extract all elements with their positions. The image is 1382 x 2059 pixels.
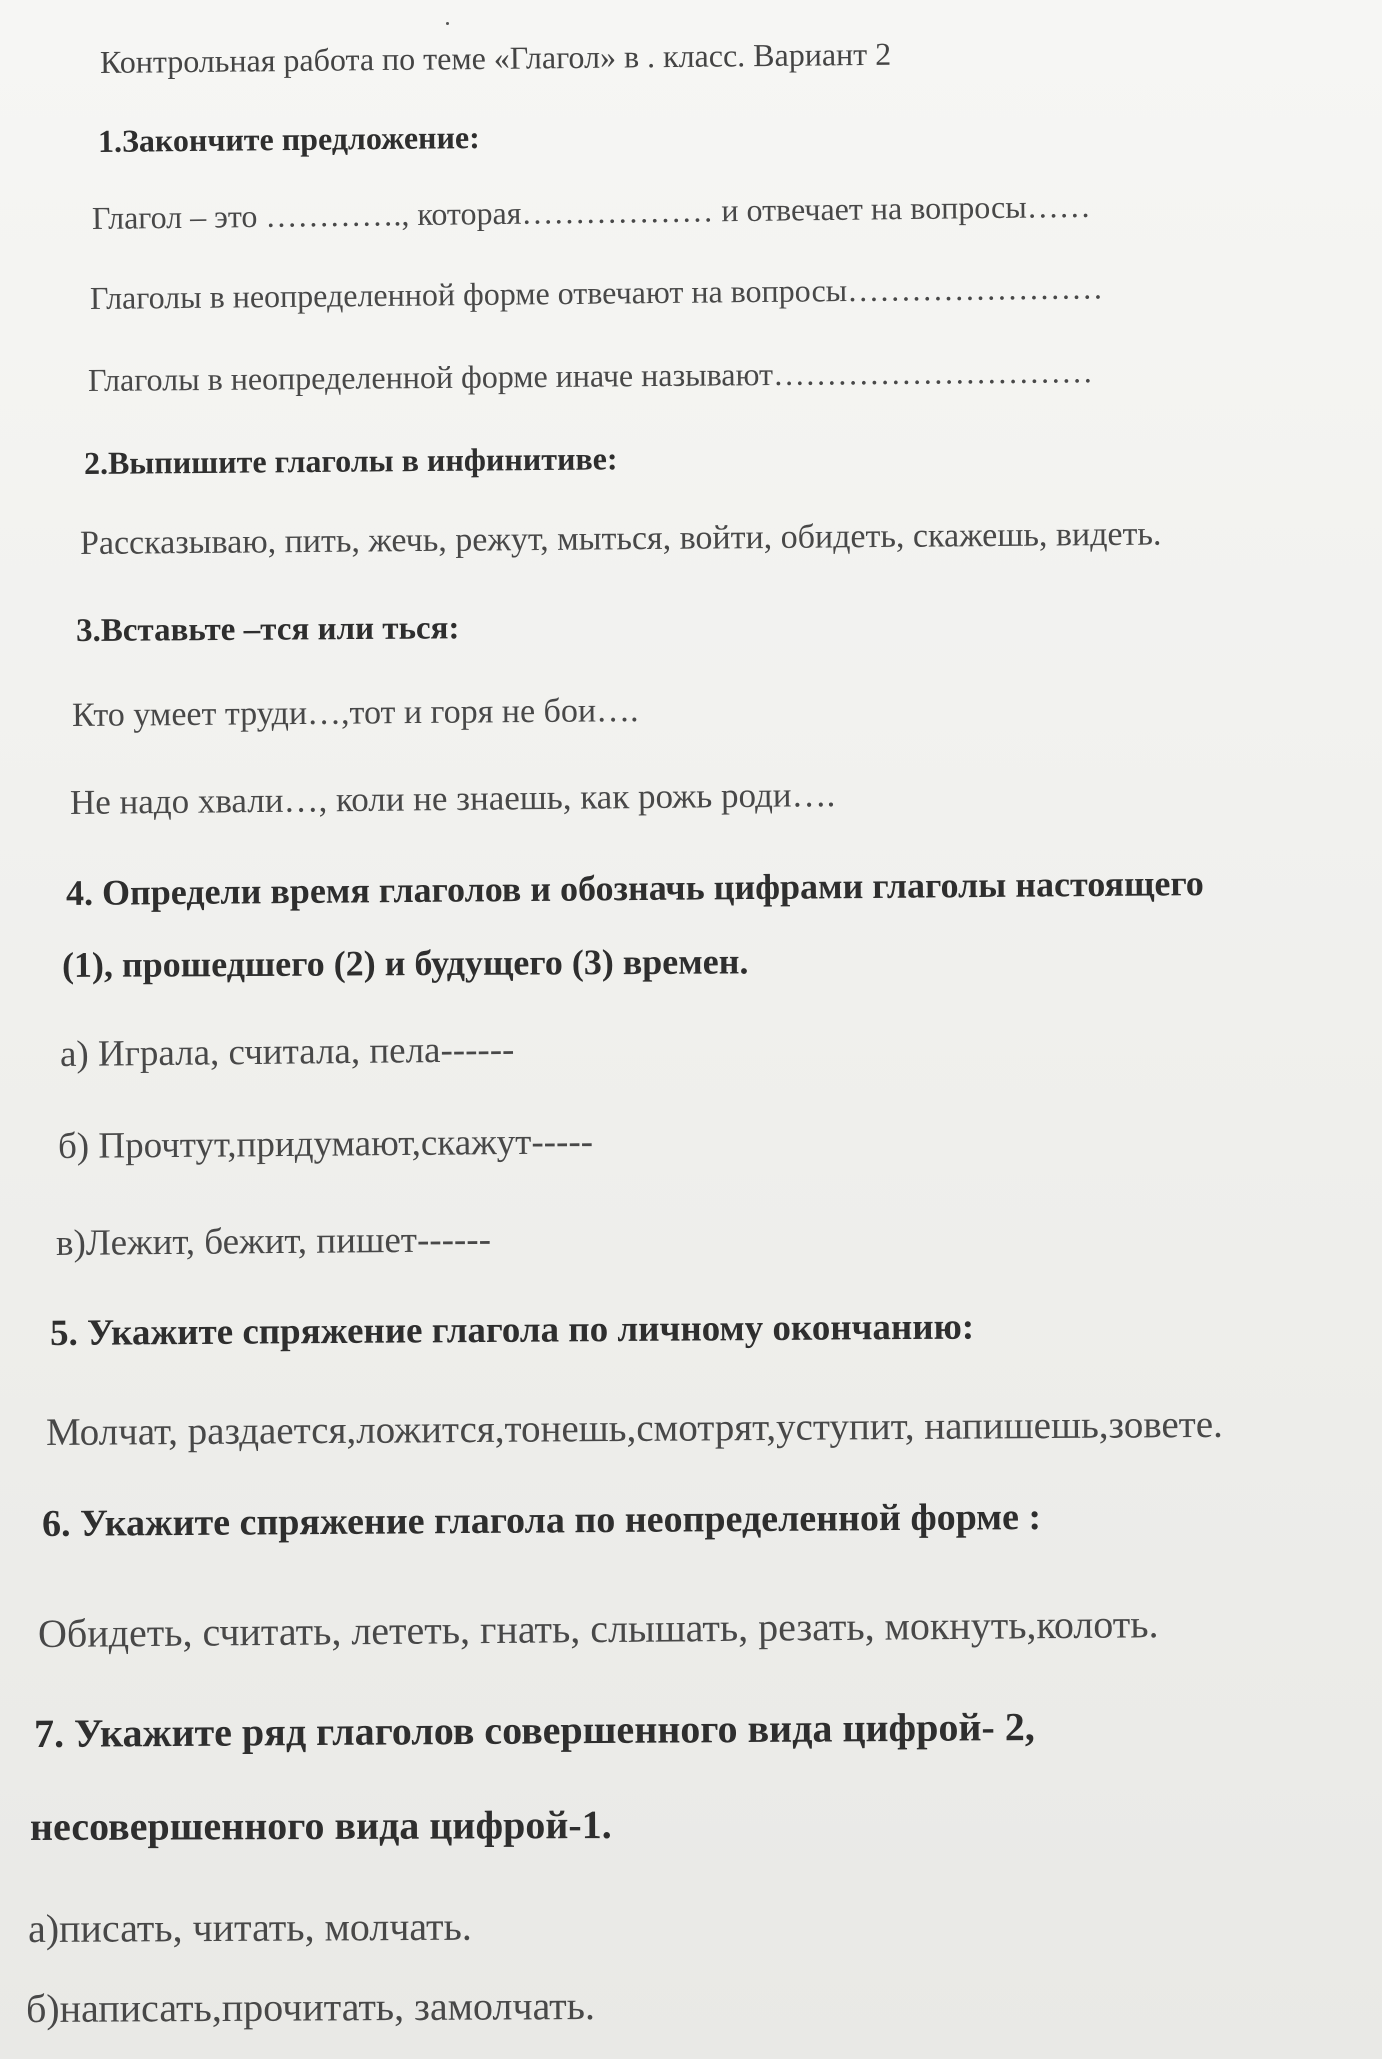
task-2-heading: 2.Выпишите глаголы в инфинитиве: [83, 440, 618, 481]
task-1-line-3: Глаголы в неопределенной форме иначе называют………………………… [87, 353, 1094, 398]
task-4-heading-line-1: 4. Определи время глаголов и обозначь цифрами глаголы настоящего [65, 863, 1205, 913]
task-7-heading-line-2: несовершенного вида цифрой-1. [29, 1801, 612, 1849]
task-6-heading: 6. Укажите спряжение глагола по неопределенной форме : [41, 1496, 1042, 1545]
task-5-heading: 5. Укажите спряжение глагола по личному окончанию: [49, 1306, 975, 1354]
task-6-line-1: Обидеть, считать, лететь, гнать, слышать, резать, мокнуть,колоть. [37, 1601, 1159, 1656]
task-1-heading: 1.Закончите предложение: [97, 119, 480, 159]
task-4-heading-line-2: (1), прошедшего (2) и будущего (3) времен. [61, 941, 749, 985]
task-3-line-2: Не надо хвали…, коли не знаешь, как рожь роди…. [69, 774, 836, 822]
task-3-line-1: Кто умеет труди…,тот и горя не бои…. [71, 692, 639, 734]
task-5-line-1: Молчат, раздается,ложится,тонешь,смотрят,уступит, напишешь,зовете. [45, 1402, 1223, 1454]
task-3-heading: 3.Вставьте –тся или ться: [75, 610, 460, 649]
task-7-line-2: б)написать,прочитать, замолчать. [25, 1983, 596, 2031]
task-1-line-1: Глагол – это …………., которая……………… и отвечает на вопросы…… [91, 187, 1091, 236]
task-4-line-2: б) Прочтут,придумают,скажут----- [57, 1121, 594, 1167]
task-1-line-2: Глаголы в неопределенной форме отвечают на вопросы…………………… [89, 269, 1104, 316]
task-7-heading-line-1: 7. Укажите ряд глаголов совершенного вида цифрой- 2, [33, 1704, 1035, 1756]
worksheet-title: Контрольная работа по теме «Глагол» в . класс. Вариант 2 [99, 35, 892, 80]
task-4-line-1: а) Играла, считала, пела------ [59, 1029, 515, 1075]
task-7-line-1: а)писать, читать, молчать. [27, 1903, 472, 1951]
task-2-line-1: Рассказываю, пить, жечь, режут, мыться, войти, обидеть, скажешь, видеть. [79, 515, 1162, 562]
paper-speck [446, 22, 449, 25]
task-4-line-3: в)Лежит, бежит, пишет------ [55, 1219, 492, 1264]
